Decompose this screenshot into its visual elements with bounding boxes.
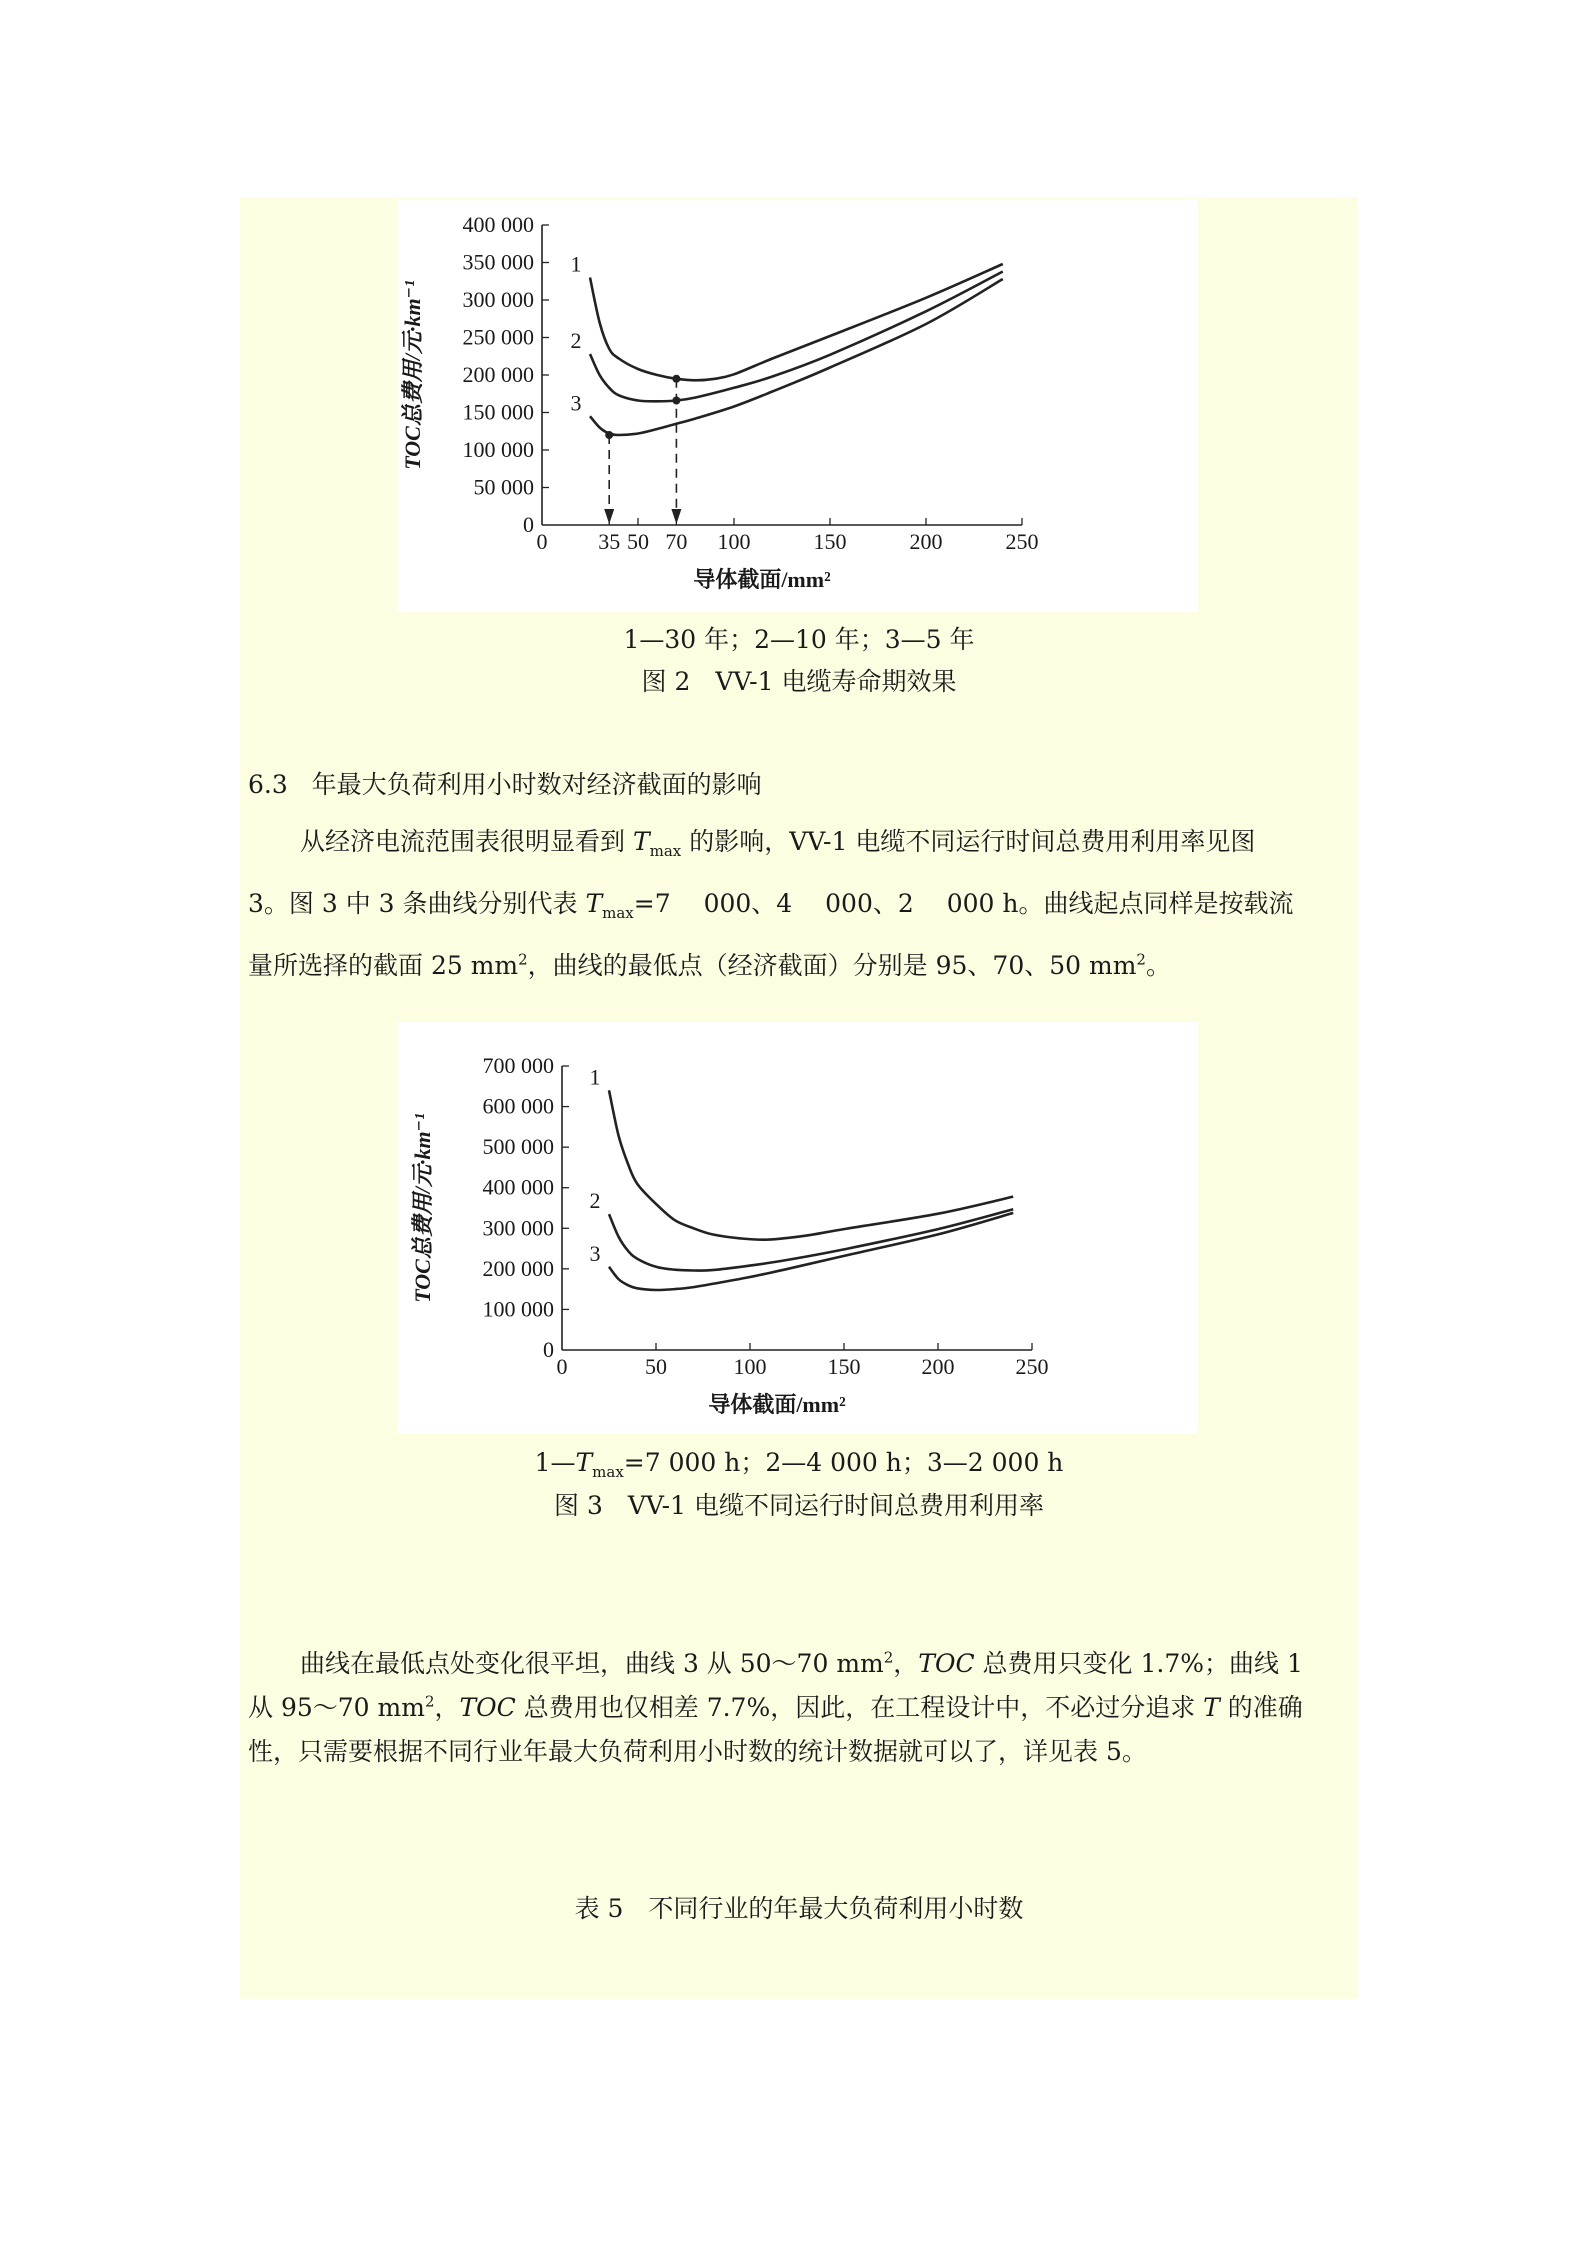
paragraph-1-line-1: [300, 822, 1255, 860]
figure-2-legend-caption: 1—30 年；2—10 年；3—5 年: [623, 625, 975, 654]
subscript: max: [602, 904, 634, 922]
y-tick-label: 300 000: [462, 287, 534, 312]
x-tick-label: 50: [645, 1354, 667, 1379]
text-run: ，: [893, 1649, 919, 1678]
x-tick-label: 100: [733, 1354, 767, 1379]
x-tick-label: 70: [665, 529, 688, 554]
series-line-1: [590, 264, 1003, 380]
series-label-3: 3: [570, 390, 582, 416]
series-line-1: [609, 1090, 1013, 1239]
y-tick-label: 600 000: [482, 1093, 554, 1119]
y-tick-label: 500 000: [482, 1134, 554, 1160]
superscript: 2: [518, 950, 528, 969]
text-run: 1—: [534, 1448, 576, 1477]
y-tick-label: 0: [523, 512, 534, 537]
x-tick-label: 0: [536, 529, 548, 554]
paragraph-2-line-3: 性，只需要根据不同行业年最大负荷利用小时数的统计数据就可以了，详见表 5。: [248, 1737, 1147, 1766]
text-run: =7 000 h；2—4 000 h；3—2 000 h: [623, 1448, 1064, 1477]
figure-3-chart: [398, 1022, 1198, 1434]
text-run: 曲线在最低点处变化很平坦，曲线 3 从 50～70 mm: [300, 1649, 884, 1678]
y-tick-label: 400 000: [462, 212, 534, 237]
series-label-1: 1: [570, 251, 582, 277]
figure-2-title: 图 2 VV-1 电缆寿命期效果: [641, 667, 957, 696]
x-tick-label: 150: [813, 529, 847, 554]
y-axis-label: TOC总费用/元·km⁻¹: [410, 1113, 435, 1303]
arrow-head-icon: [604, 509, 614, 524]
t-symbol: T: [575, 1448, 593, 1477]
x-tick-label: 35: [598, 529, 621, 554]
x-tick-label: 150: [827, 1354, 861, 1379]
x-tick-label: 250: [1005, 529, 1039, 554]
text-run: =7 000、4 000、2 000 h。曲线起点同样是按载流: [633, 889, 1294, 918]
x-axis-label: 导体截面/mm²: [708, 1392, 846, 1417]
text-run: 量所选择的截面 25 mm: [248, 951, 519, 980]
x-tick-label: 0: [556, 1354, 568, 1379]
t-symbol: T: [1203, 1693, 1220, 1722]
superscript: 2: [883, 1648, 894, 1667]
y-tick-label: 0: [543, 1337, 554, 1362]
x-tick-label: 200: [909, 529, 943, 554]
y-tick-label: 300 000: [482, 1215, 554, 1241]
superscript: 2: [424, 1692, 435, 1711]
toc-italic: TOC: [918, 1649, 975, 1678]
y-tick-label: 200 000: [462, 362, 534, 387]
section-title: 年最大负荷利用小时数对经济截面的影响: [311, 770, 762, 799]
text-run: 的准确: [1219, 1693, 1303, 1722]
text-run: 。: [1145, 951, 1171, 980]
series-label-2: 2: [570, 328, 582, 353]
text-run: 总费用只变化 1.7%；曲线 1: [974, 1649, 1303, 1678]
y-tick-label: 100 000: [482, 1296, 554, 1322]
y-tick-label: 100 000: [462, 437, 534, 462]
section-number: 6.3: [248, 770, 288, 799]
text-run: ，曲线的最低点（经济截面）分别是 95、70、50 mm: [527, 951, 1137, 980]
text-run: 3。图 3 中 3 条曲线分别代表: [248, 889, 586, 918]
paragraph-2-line-2: [248, 1688, 1303, 1724]
t-symbol: T: [632, 827, 650, 856]
table-5-caption: 表 5 不同行业的年最大负荷利用小时数: [574, 1894, 1024, 1923]
y-axis-label: TOC总费用/元·km⁻¹: [400, 280, 425, 470]
text-run: 从经济电流范围表很明显看到: [300, 827, 633, 856]
x-tick-label: 100: [717, 529, 751, 554]
figure-3-svg: [398, 1022, 1198, 1434]
figure-2-svg: [398, 200, 1198, 612]
y-tick-label: 200 000: [482, 1255, 554, 1281]
y-tick-label: 700 000: [482, 1053, 554, 1078]
section-heading: [248, 765, 762, 801]
x-tick-label: 250: [1015, 1354, 1049, 1379]
y-tick-label: 400 000: [482, 1174, 554, 1200]
series-line-3: [590, 279, 1003, 435]
figure-3-title: 图 3 VV-1 电缆不同运行时间总费用利用率: [554, 1491, 1044, 1520]
text-run: 的影响，VV-1 电缆不同运行时间总费用利用率见图: [681, 827, 1256, 856]
text-run: ，: [434, 1693, 460, 1722]
series-line-2: [609, 1209, 1013, 1270]
text-run: 从 95～70 mm: [248, 1693, 425, 1722]
series-label-2: 2: [589, 1188, 601, 1214]
arrow-head-icon: [671, 509, 681, 524]
toc-italic: TOC: [459, 1693, 516, 1722]
x-tick-label: 200: [921, 1354, 955, 1379]
paragraph-2-line-1: [300, 1644, 1303, 1680]
y-tick-label: 350 000: [462, 249, 534, 275]
y-tick-label: 50 000: [473, 474, 534, 500]
series-label-1: 1: [589, 1064, 601, 1090]
series-label-3: 3: [589, 1240, 601, 1266]
paragraph-1-line-2: [248, 884, 1294, 922]
x-tick-label: 50: [627, 529, 649, 554]
text-run: 总费用也仅相差 7.7%，因此，在工程设计中，不必过分追求: [515, 1693, 1204, 1722]
subscript: max: [592, 1463, 624, 1481]
y-tick-label: 250 000: [462, 324, 534, 350]
superscript: 2: [1136, 950, 1146, 969]
x-axis-label: 导体截面/mm²: [693, 567, 831, 592]
figure-3-legend-caption: [240, 1443, 1358, 1481]
y-tick-label: 150 000: [462, 399, 534, 425]
t-symbol: T: [585, 889, 603, 918]
figure-2-chart: [398, 200, 1198, 612]
subscript: max: [649, 842, 682, 860]
paragraph-1-line-3: [248, 946, 1171, 982]
